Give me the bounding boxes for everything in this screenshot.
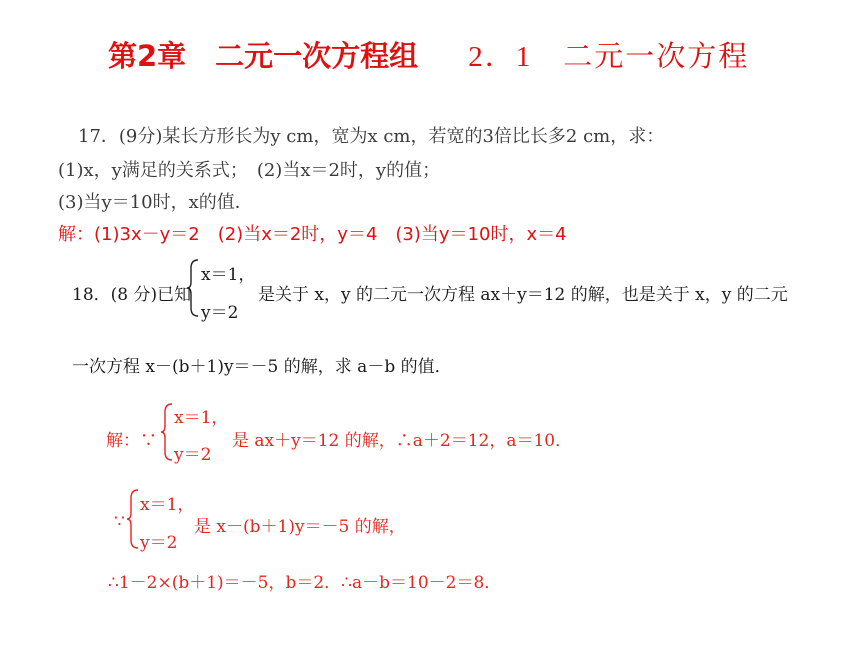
sol18-text1: 是 ax＋y＝12 的解，∴a＋2＝12，a＝10． bbox=[232, 431, 573, 451]
q18-sys-x: x＝1， bbox=[201, 265, 256, 285]
q18-tail: 是关于 x，y 的二元一次方程 ax＋y＝12 的解，也是关于 x，y 的二元 bbox=[258, 285, 788, 305]
sol18-brace1-icon bbox=[160, 402, 174, 462]
q18-brace-icon bbox=[186, 258, 200, 318]
sol18-text2: 是 x－(b＋1)y＝－5 的解， bbox=[194, 517, 406, 537]
sol18-prefix1: 解：∵ bbox=[106, 431, 157, 451]
sol18-sys2-y: y＝2 bbox=[140, 533, 178, 553]
page-title bbox=[108, 34, 749, 75]
chapter-title: 第2章 二元一次方程组 bbox=[108, 39, 419, 73]
sol18-sys1-x: x＝1， bbox=[174, 408, 229, 428]
sol18-brace2-icon bbox=[126, 488, 140, 550]
sol18-line3: ∴1－2×(b＋1)＝－5，b＝2．∴a－b＝10－2＝8． bbox=[108, 573, 502, 593]
sol18-prefix2: ∵ bbox=[114, 512, 125, 532]
q18-line2: 一次方程 x－(b＋1)y＝－5 的解，求 a－b 的值． bbox=[72, 357, 452, 377]
q17-line2: (1)x，y满足的关系式； (2)当x＝2时，y的值； bbox=[58, 160, 441, 181]
q18-lead: 18．(8 分)已知 bbox=[72, 285, 192, 305]
q18-sys-y: y＝2 bbox=[201, 303, 239, 323]
q17-answer: 解：(1)3x－y＝2 (2)当x＝2时，y＝4 (3)当y＝10时，x＝4 bbox=[58, 224, 567, 245]
sol18-sys1-y: y＝2 bbox=[174, 445, 212, 465]
section-title: 2．1 二元一次方程 bbox=[468, 41, 750, 73]
q17-line3: (3)当y＝10时，x的值． bbox=[58, 192, 253, 213]
q17-line1: 17．(9分)某长方形长为y cm，宽为x cm，若宽的3倍比长多2 cm，求： bbox=[78, 126, 665, 147]
sol18-sys2-x: x＝1， bbox=[140, 495, 195, 515]
